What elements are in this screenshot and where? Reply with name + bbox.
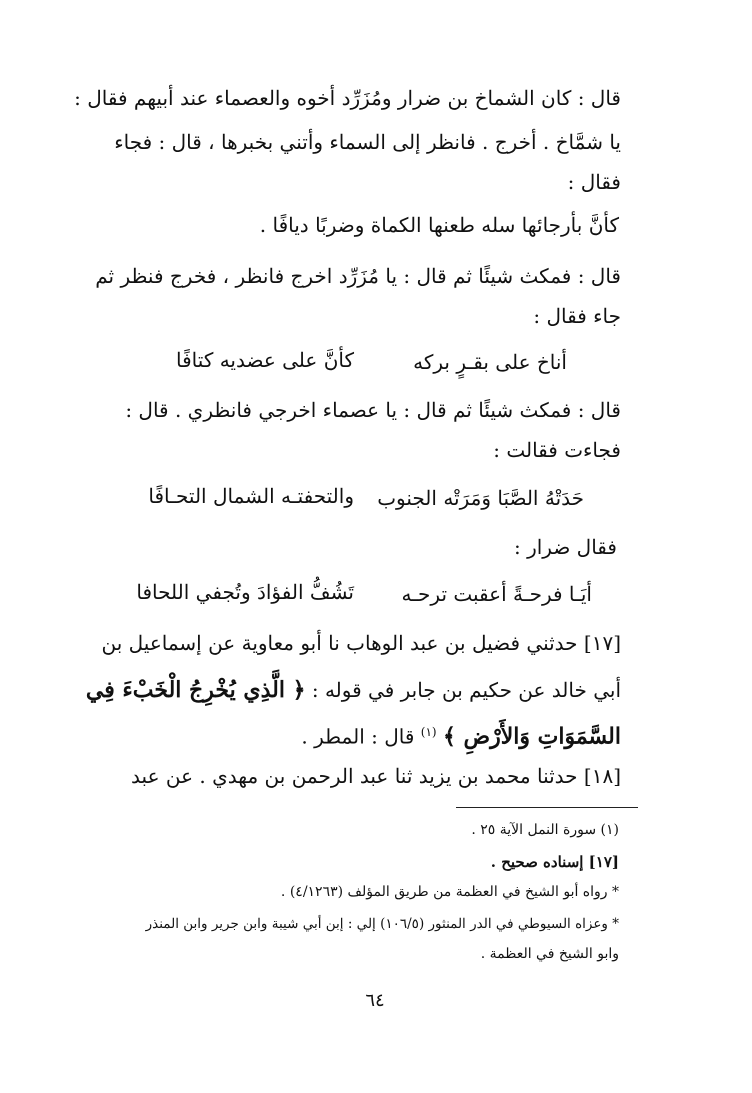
page-number: ٦٤ <box>365 990 385 1011</box>
text-line: [١٧] حدثني فضيل بن عبد الوهاب نا أبو معاوية عن إسماعيل بن <box>101 631 621 655</box>
verse-second-hemistich: والتحفتـه الشمال التحـافًا <box>148 484 354 508</box>
text-line: قال : كان الشماخ بن ضرار ومُزَرِّد أخوه والعصماء عند أبيهم فقال : <box>74 86 621 110</box>
text-segment: أبي خالد عن حكيم بن جابر في قوله : <box>311 678 621 702</box>
quran-verse: ﴿ الَّذِي يُخْرِجُ الْخَبْءَ فِي <box>85 677 306 703</box>
text-line: فقال : <box>567 170 621 194</box>
verse-second-hemistich: تَشُفُّ الفؤادَ وتُجفي اللحافا <box>136 580 354 604</box>
footnote-divider <box>456 807 638 808</box>
verse-first-hemistich: أيَـا فرحـةً أعقبت ترحـه <box>401 582 592 606</box>
verse-second-hemistich: كأنَّ على عضديه كتافًا <box>176 348 354 372</box>
text-line <box>86 676 621 704</box>
footnote: وابو الشيخ في العظمة . <box>480 946 619 962</box>
footnote-marker: (١) <box>420 725 437 739</box>
text-line <box>301 718 621 751</box>
footnote: (١) سورة النمل الآية ٢٥ . <box>471 822 619 838</box>
quran-verse: السَّمَوَاتِ وَالأَرْضِ ﴾ <box>442 723 621 750</box>
text-segment: قال : المطر . <box>301 724 415 749</box>
text-line: قال : فمكث شيئًا ثم قال : يا مُزَرِّد اخرج فانظر ، فخرج فنظر ثم <box>95 264 621 288</box>
verse-first-hemistich: حَدَتْهُ الصَّبَا وَمَرَتْه الجنوب <box>377 486 584 510</box>
text-line: قال : فمكث شيئًا ثم قال : يا عصماء اخرجي فانظري . قال : <box>125 398 621 422</box>
text-line: فجاءت فقالت : <box>493 438 621 462</box>
footnote: * رواه أبو الشيخ في العظمة من طريق المؤلف (٤/١٢٦٣) . <box>280 884 619 900</box>
text-line: فقال ضرار : <box>514 535 617 559</box>
text-line: [١٨] حدثنا محمد بن يزيد ثنا عبد الرحمن بن مهدي . عن عبد <box>131 764 621 788</box>
footnote-heading: [١٧] إسناده صحيح . <box>490 853 619 871</box>
footnote: * وعزاه السيوطي في الدر المنثور (١٠٦/٥) إلي : إبن أبي شيبة وابن جرير وابن المنذر <box>145 916 619 932</box>
poem-line: كأنَّ بأرجائها سله طعنها الكماة وضربًا ديافًا . <box>259 213 619 237</box>
verse-first-hemistich: أناخ على بقـرٍ بركه <box>413 350 567 374</box>
text-line: جاء فقال : <box>533 304 621 328</box>
text-line: يا شمَّاخ . أخرج . فانظر إلى السماء وأتني بخبرها ، قال : فجاء <box>114 130 621 154</box>
